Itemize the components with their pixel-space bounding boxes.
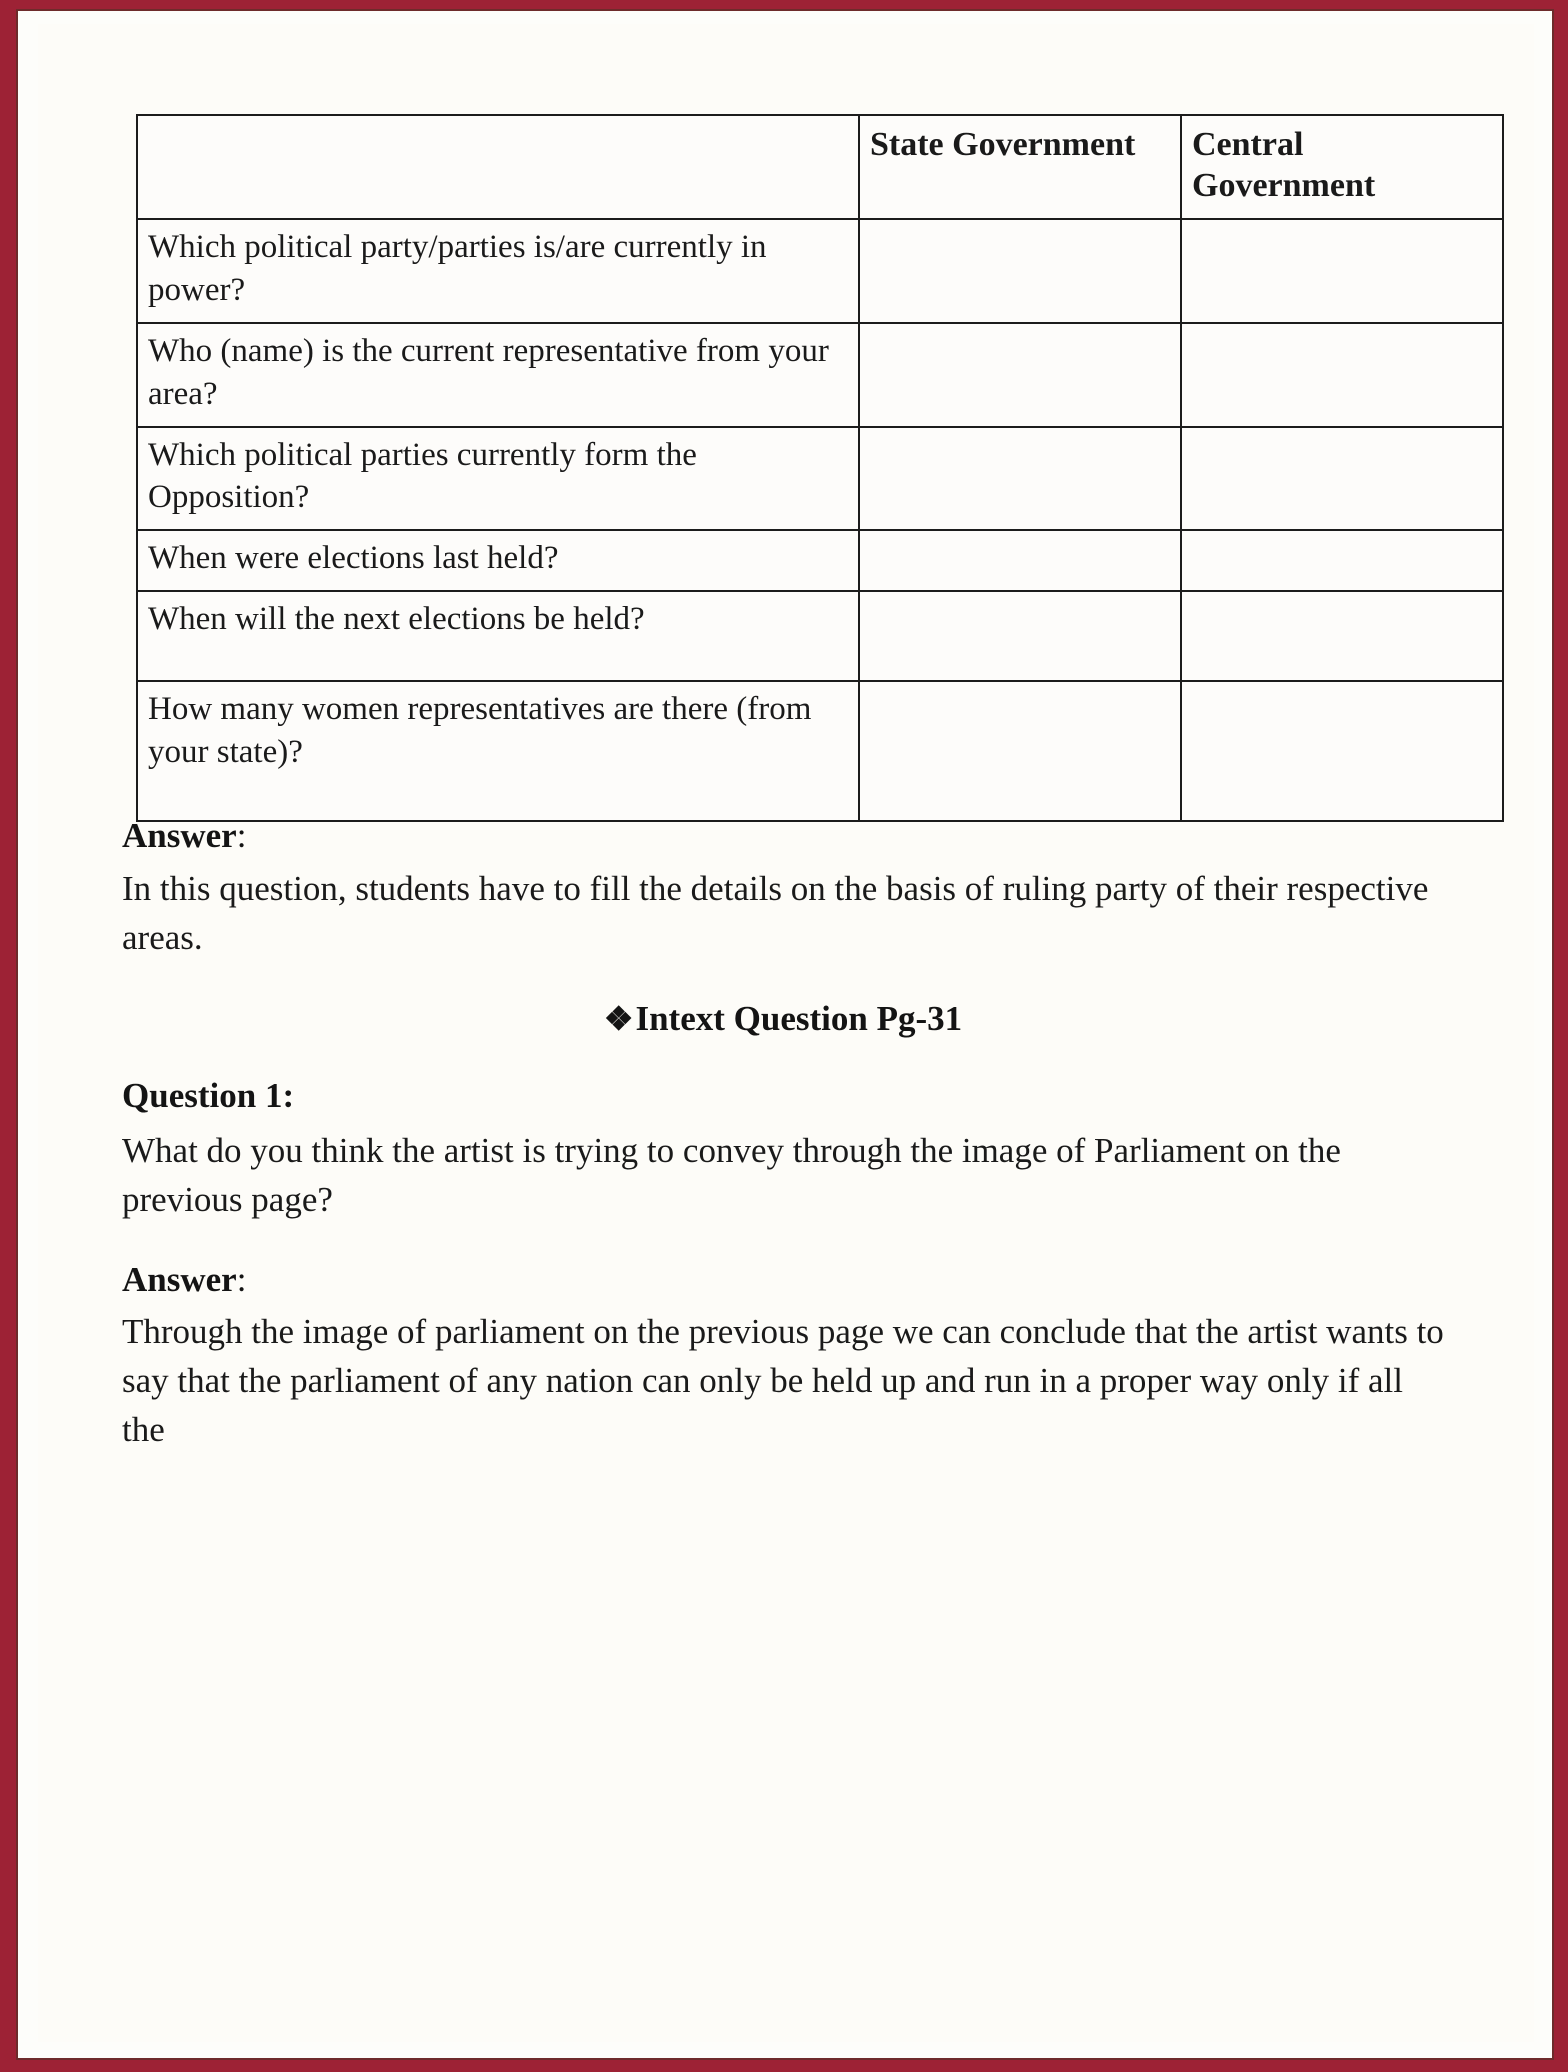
answer-label-colon: : [236,1259,247,1299]
answer-paragraph-first: In this question, students have to fill the details on the basis of ruling party of their respective areas. [122,868,1429,957]
table-row [137,530,1503,591]
state-answer-cell[interactable] [859,591,1181,681]
state-answer-cell[interactable] [859,681,1181,821]
answer-label-text: Answer [122,1259,237,1299]
central-answer-cell[interactable] [1181,427,1503,531]
state-answer-cell[interactable] [859,323,1181,427]
table-row [137,219,1503,323]
table-header-row [137,115,1503,219]
answer-content-block [122,814,1444,1488]
state-answer-cell[interactable] [859,530,1181,591]
state-answer-cell[interactable] [859,427,1181,531]
question-cell: How many women representatives are there (from your state)? [137,681,859,821]
header-state-government: State Government [859,115,1181,219]
table-row [137,427,1503,531]
table-body [137,219,1503,821]
answer-label-second [122,1258,1444,1302]
question-cell: Which political party/parties is/are currently in power? [137,219,859,323]
intext-question-heading [122,996,1444,1042]
central-answer-cell[interactable] [1181,219,1503,323]
government-comparison-table [136,114,1504,822]
intext-heading-text: Intext Question Pg-31 [635,998,963,1038]
question-text: What do you think the artist is trying to convey through the image of Parliament on the previous page? [122,1130,1341,1219]
question-cell: Which political parties currently form the Opposition? [137,427,859,531]
question-cell: Who (name) is the current representative from your area? [137,323,859,427]
central-answer-cell[interactable] [1181,323,1503,427]
table-header [137,115,1503,219]
header-central-government: Central Government [1181,115,1503,219]
central-answer-cell[interactable] [1181,681,1503,821]
state-answer-cell[interactable] [859,219,1181,323]
central-answer-cell[interactable] [1181,591,1503,681]
answer-label-text: Answer [122,816,237,855]
table-row [137,591,1503,681]
question-number-label: Question 1: [122,1075,295,1115]
question-cell: When will the next elections be held? [137,591,859,681]
question-cell: When were elections last held? [137,530,859,591]
header-question-column [137,115,859,219]
paper-surface [38,24,1534,2042]
answer-label-colon: : [236,816,247,855]
central-answer-cell[interactable] [1181,530,1503,591]
diamond-bullet-icon: ❖ [603,1001,634,1038]
page-border-frame [16,9,1554,2060]
answer-paragraph-second: Through the image of parliament on the previous page we can conclude that the artist wants to say that the parliament of any nation can only be held up and run in a proper way only if all the [122,1312,1444,1450]
table-row [137,323,1503,427]
table-row [137,681,1503,821]
answer-label-first [122,814,1444,858]
